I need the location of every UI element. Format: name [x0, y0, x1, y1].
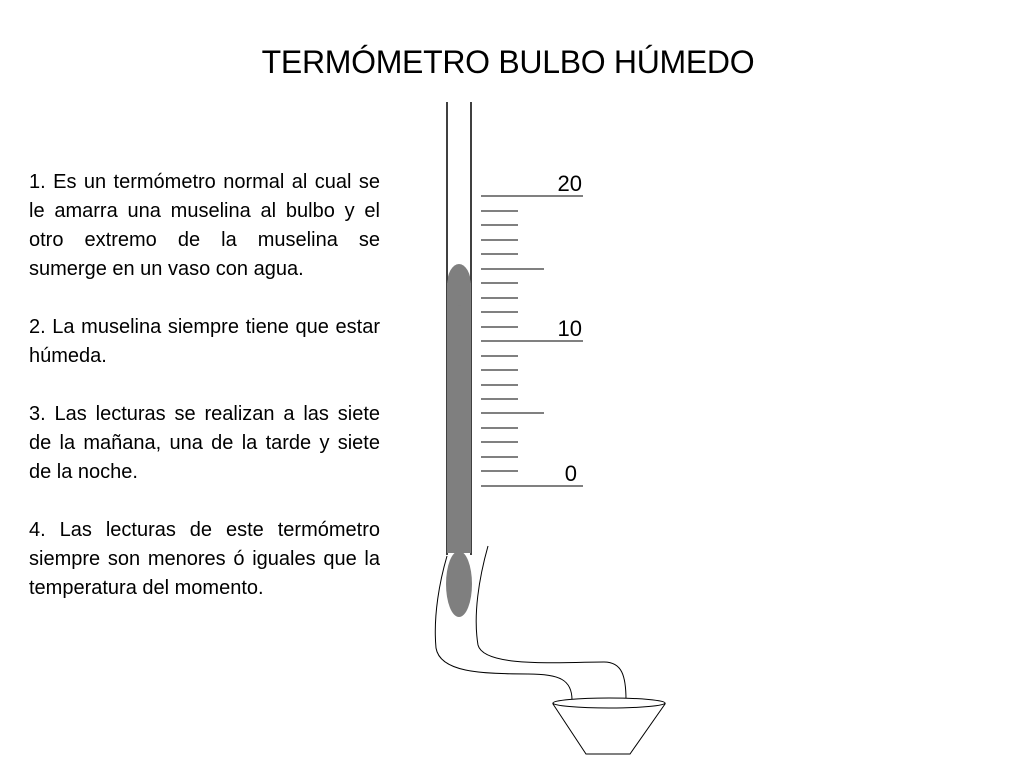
scale-ticks [481, 196, 583, 486]
paragraph-4: 4. Las lecturas de este termómetro siempre son menores ó iguales que la temperatura del momento. [29, 519, 380, 599]
mercury-column [447, 283, 471, 553]
paragraph-1: 1. Es un termómetro normal al cual se le amarra una muselina al bulbo y el otro extremo de la muselina se sumerge en un vaso con agua. [29, 171, 380, 280]
paragraph-3: 3. Las lecturas se realizan a las siete de la mañana, una de la tarde y siete de la noche. [29, 403, 380, 483]
paragraph-2: 2. La muselina siempre tiene que estar húmeda. [29, 316, 380, 367]
scale-label-0: 0 [564, 461, 577, 486]
muslin-wick-inner [476, 546, 626, 700]
page-title: TERMÓMETRO BULBO HÚMEDO [261, 44, 755, 80]
water-vessel-rim [553, 698, 665, 708]
mercury-column-top [447, 264, 471, 306]
scale-label-20: 20 [557, 171, 582, 196]
thermometer-bulb [446, 551, 472, 617]
water-vessel [553, 704, 665, 754]
scale-label-10: 10 [557, 316, 582, 341]
